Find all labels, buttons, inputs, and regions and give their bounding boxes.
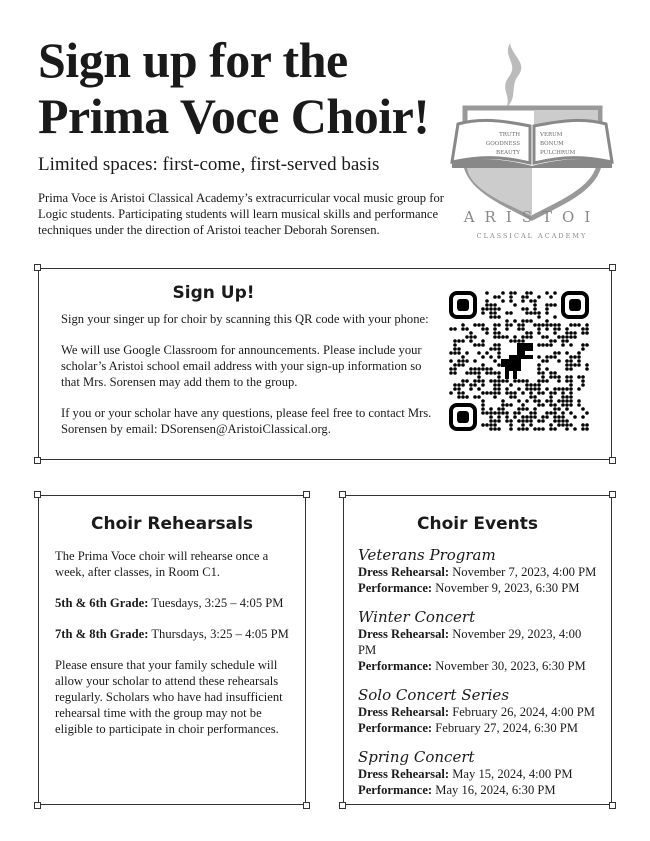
rehearsals-text: The Prima Voce choir will rehearse once a week, after classes, in Room C1. bbox=[55, 549, 269, 579]
event-performance: Performance: November 9, 2023, 6:30 PM bbox=[358, 581, 580, 595]
grade-7-8-schedule: 7th & 8th Grade: Thursdays, 3:25 – 4:05 PM bbox=[55, 627, 289, 641]
subtitle: Limited spaces: first-come, first-served basis bbox=[38, 154, 380, 175]
svg-text:GOODNESS: GOODNESS bbox=[485, 141, 520, 147]
rehearsals-note: Please ensure that your family schedule will allow your scholar to attend these rehearsals regularly. Scholars who have had insufficient rehearsal time with the group may not be eligible to participate in choir performances. bbox=[55, 658, 283, 736]
event-dress-rehearsal: Dress Rehearsal: February 26, 2024, 4:00 PM bbox=[358, 705, 595, 719]
aristoi-logo bbox=[440, 38, 630, 248]
event-item bbox=[358, 686, 597, 736]
svg-text:TRUTH: TRUTH bbox=[499, 132, 520, 138]
event-dress-rehearsal: Dress Rehearsal: November 7, 2023, 4:00 PM bbox=[358, 565, 597, 579]
event-dress-rehearsal: Dress Rehearsal: May 15, 2024, 4:00 PM bbox=[358, 767, 573, 781]
signup-text-2: We will use Google Classroom for announcements. Please include your scholar’s Aristoi school email address with your sign-up information so that Mrs. Sorensen may add them to the group. bbox=[61, 343, 422, 389]
event-name: Solo Concert Series bbox=[358, 686, 510, 704]
event-performance: Performance: May 16, 2024, 6:30 PM bbox=[358, 783, 556, 797]
signup-text-3: If you or your scholar have any questions, please feel free to contact Mrs. Sorensen by email: DSorensen@AristoiClassical.org. bbox=[61, 406, 432, 436]
event-performance: Performance: November 30, 2023, 6:30 PM bbox=[358, 659, 586, 673]
intro-text: Prima Voce is Aristoi Classical Academy’s extracurricular vocal music group for Logic students. Participating students will learn musical skills and performance techniques under the direction of Aristoi teacher Deborah Sorensen. bbox=[38, 191, 444, 237]
event-item bbox=[358, 748, 597, 798]
events-heading: Choir Events bbox=[417, 514, 538, 534]
event-dress-rehearsal: Dress Rehearsal: November 29, 2023, 4:00 PM bbox=[358, 627, 582, 657]
rehearsals-heading: Choir Rehearsals bbox=[90, 514, 254, 534]
event-item bbox=[358, 546, 597, 596]
event-name: Veterans Program bbox=[358, 546, 496, 564]
event-name: Winter Concert bbox=[358, 608, 476, 626]
logo-name: ARISTOI bbox=[463, 208, 601, 226]
rehearsals-section bbox=[38, 495, 306, 805]
title-line-2: Prima Voce Choir! bbox=[38, 88, 430, 144]
event-name: Spring Concert bbox=[358, 748, 475, 766]
svg-text:PULCHRUM: PULCHRUM bbox=[540, 150, 576, 156]
svg-text:VERUM: VERUM bbox=[540, 132, 563, 138]
svg-text:BEAUTY: BEAUTY bbox=[496, 150, 520, 156]
event-performance: Performance: February 27, 2024, 6:30 PM bbox=[358, 721, 578, 735]
svg-text:BONUM: BONUM bbox=[540, 141, 564, 147]
signup-section bbox=[38, 268, 612, 460]
events-section bbox=[343, 495, 612, 805]
signup-heading: Sign Up! bbox=[172, 283, 255, 303]
signup-text-1: Sign your singer up for choir by scanning this QR code with your phone: bbox=[61, 312, 429, 326]
grade-5-6-schedule: 5th & 6th Grade: Tuesdays, 3:25 – 4:05 PM bbox=[55, 596, 284, 610]
page-title bbox=[38, 32, 429, 144]
signup-qr-code[interactable] bbox=[449, 291, 589, 431]
title-line-1: Sign up for the bbox=[38, 32, 348, 88]
event-item bbox=[358, 608, 597, 674]
logo-tagline: CLASSICAL ACADEMY bbox=[476, 232, 588, 240]
